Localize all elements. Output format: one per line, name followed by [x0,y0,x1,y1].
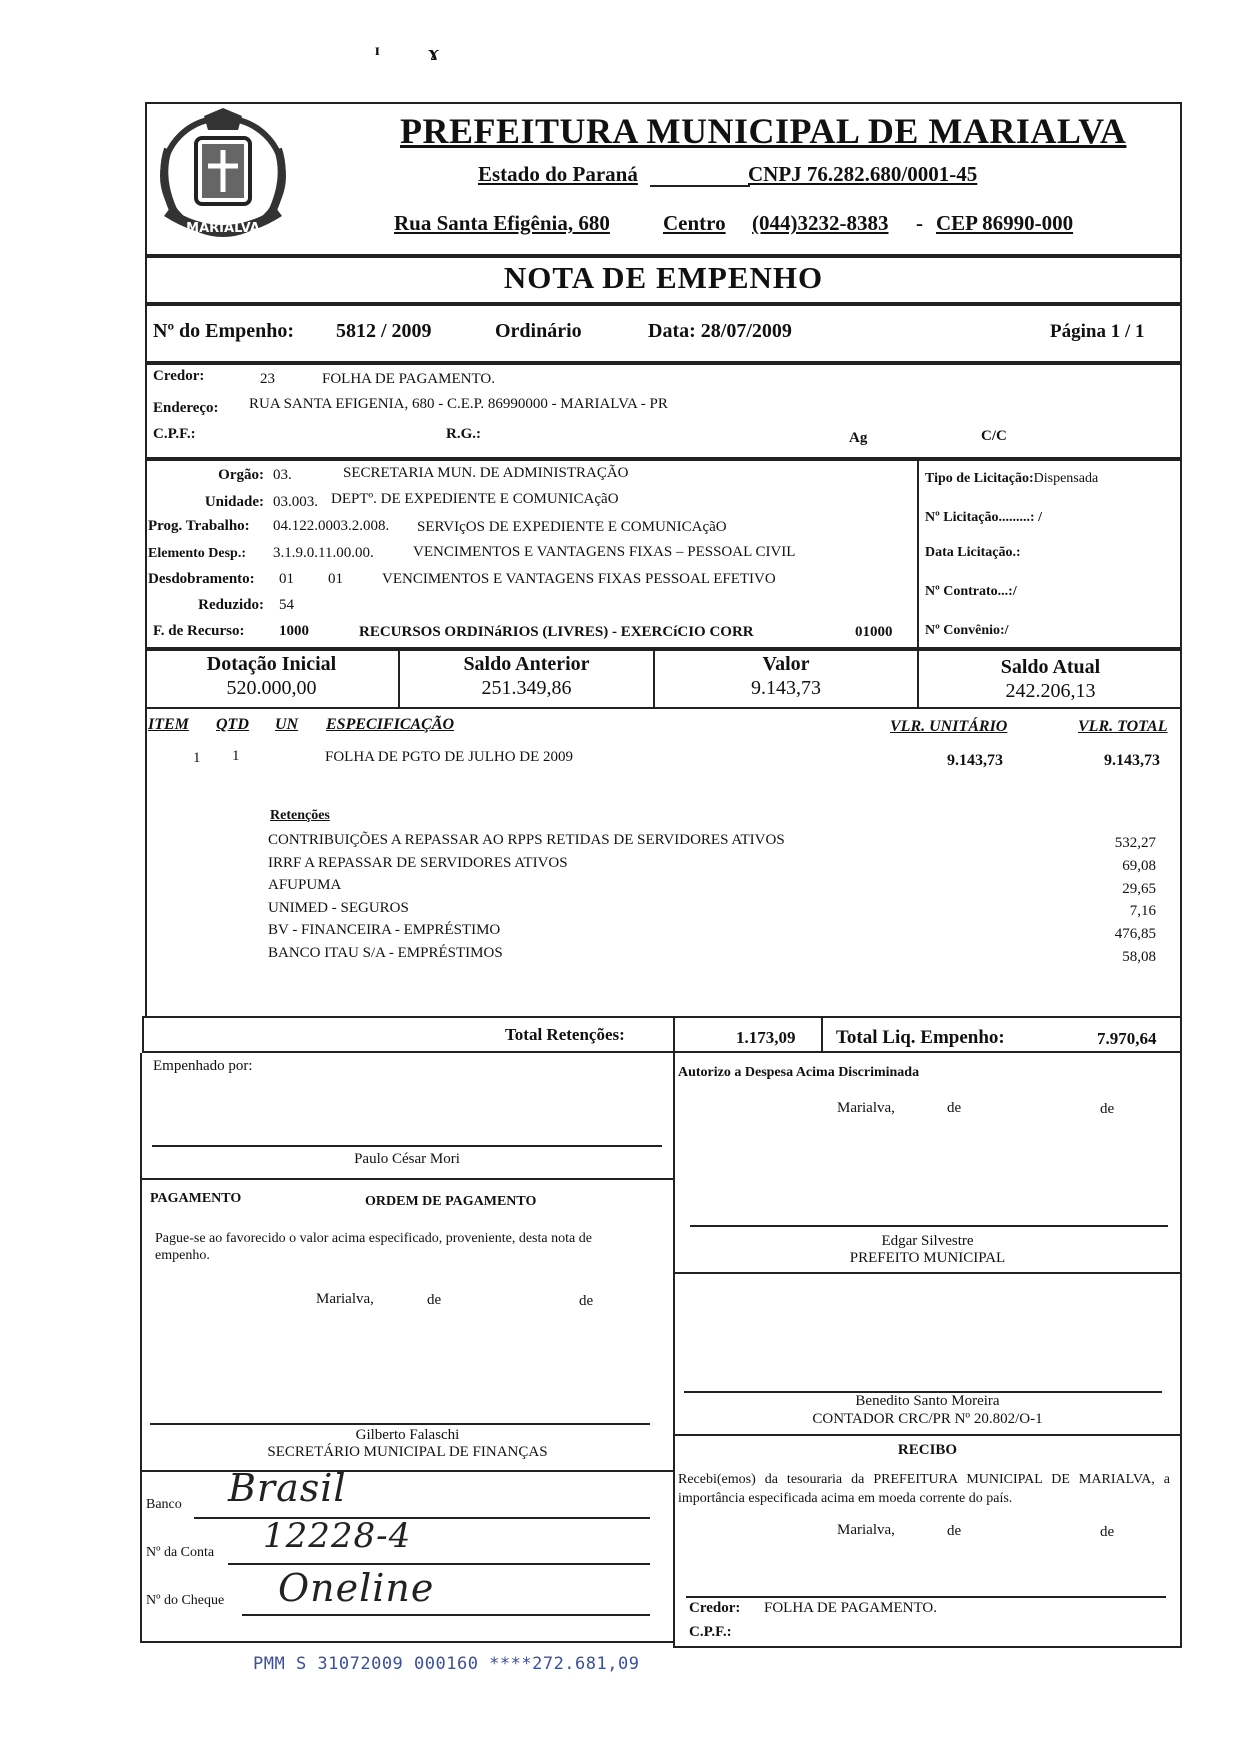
header-rule [650,185,750,187]
empenhado-label: Empenhado por: [153,1058,253,1074]
saldo-anterior-value: 251.349,86 [481,677,572,699]
lower-middle-divider [673,1053,675,1648]
retencao-desc: UNIMED - SEGUROS [268,899,409,916]
recibo-signature-line [686,1596,1166,1598]
elemento-code: 3.1.9.0.11.00.00. [273,545,374,561]
orgao-label: Orgão: [218,467,264,483]
desdobramento-desc: VENCIMENTOS E VANTAGENS FIXAS PESSOAL EFETIVO [382,571,776,587]
prog-trabalho-code: 04.122.0003.2.008. [273,518,390,534]
elemento-desc: VENCIMENTOS E VANTAGENS FIXAS – PESSOAL CIVIL [413,544,796,560]
col-especificacao: ESPECIFICAÇÃO [326,716,455,733]
retencao-desc: IRRF A REPASSAR DE SERVIDORES ATIVOS [268,854,568,871]
pagamento-city: Marialva, [316,1291,374,1307]
retencoes-values [1040,832,1156,969]
unidade-label: Unidade: [204,494,264,510]
autorizo-signature-line [690,1225,1168,1227]
col-qtd: QTD [216,716,249,733]
totals-divider-1 [673,1016,675,1053]
seal-banner-text: MARIALVA [186,221,260,236]
contador-role: CONTADOR CRC/PR Nº 20.802/O-1 [812,1411,1043,1427]
banco-handwritten: Brasil [228,1466,347,1510]
banco-label: Banco [146,1497,182,1512]
pagamento-role: SECRETÁRIO MUNICIPAL DE FINANÇAS [267,1444,548,1460]
pagamento-signer: Gilberto Falaschi [355,1427,460,1443]
cpf-label: C.P.F.: [153,426,196,442]
licitacao-date: Data Licitação.: [925,545,1021,560]
retencao-value: 29,65 [1122,880,1156,897]
retencao-desc: BANCO ITAU S/A - EMPRÉSTIMOS [268,944,503,961]
retencao-desc: BV - FINANCEIRA - EMPRÉSTIMO [268,922,501,938]
autorizo-de-1: de [947,1100,962,1116]
credor-address: RUA SANTA EFIGENIA, 680 - C.E.P. 86990000 - MARIALVA - PR [249,396,668,412]
col-item: ITEM [148,716,189,733]
retencao-value: 58,08 [1122,948,1156,965]
header-dash: - [916,211,923,235]
reduzido-label: Reduzido: [198,597,264,613]
conta-handwritten: 12228-4 [263,1516,412,1556]
empenhado-signer: Paulo César Mori [354,1151,460,1167]
municipal-seal [150,104,296,254]
totals-box [142,1016,1182,1053]
item-qtd: 1 [232,748,240,764]
conta-label: Nº da Conta [146,1545,215,1560]
autorizo-signer: Edgar Silvestre [881,1233,974,1249]
recurso-label: F. de Recurso: [153,623,245,639]
lower-right-border [1180,1053,1182,1648]
page-number: Página 1 / 1 [1050,321,1145,342]
cep: CEP 86990-000 [936,211,1074,235]
recibo-text: Recebi(emos) da tesouraria da PREFEITURA MUNICIPAL DE MARIALVA, a importância especificada acima em moeda corrente do país. [678,1472,1170,1506]
cheque-label: Nº do Cheque [146,1593,225,1608]
empenho-date: Data: 28/07/2009 [648,320,792,342]
empenhado-signature-line [152,1145,662,1147]
rg-label: R.G.: [446,426,481,442]
prog-trabalho-label: Prog. Trabalho: [148,518,250,534]
document-title: NOTA DE EMPENHO [503,260,824,295]
address-label: Endereço: [153,400,219,416]
totals-divider-2 [821,1016,823,1053]
recibo-credor-value: FOLHA DE PAGAMENTO. [764,1600,937,1616]
total-retencoes-label: Total Retenções: [505,1025,625,1044]
empenho-label: Nº do Empenho: [153,320,295,342]
elemento-label: Elemento Desp.: [148,546,246,561]
recibo-city: Marialva, [837,1522,895,1538]
phone: (044)3232-8383 [752,211,889,235]
pagamento-label: PAGAMENTO [150,1191,242,1206]
credor-code: 23 [260,371,275,387]
retencao-desc: CONTRIBUIÇÕES A REPASSAR AO RPPS RETIDAS DE SERVIDORES ATIVOS [268,832,785,848]
retencao-desc: AFUPUMA [268,877,342,893]
item-unit-value: 9.143,73 [947,752,1003,769]
saldo-atual-value: 242.206,13 [1005,680,1096,702]
account-label: C/C [981,428,1007,444]
budget-divider [917,459,919,649]
pagamento-de-2: de [579,1293,594,1309]
credor-label: Credor: [153,368,205,384]
total-liquido-value: 7.970,64 [1097,1029,1157,1048]
desdobramento-a: 01 [279,571,294,587]
recibo-label: RECIBO [897,1442,958,1458]
item-spec: FOLHA DE PGTO DE JULHO DE 2009 [325,749,574,765]
orgao-desc: SECRETARIA MUN. DE ADMINISTRAÇÃO [343,465,629,481]
cheque-handwritten: Oneline [278,1566,435,1610]
cnpj: CNPJ 76.282.680/0001-45 [748,162,978,186]
empenho-number: 5812 / 2009 [336,320,432,342]
items-left-border [145,709,147,1016]
saldo-atual-label: Saldo Atual [1000,656,1101,678]
ordem-pagamento-label: ORDEM DE PAGAMENTO [365,1194,537,1209]
recurso-code2: 01000 [855,624,893,640]
address-district: Centro [663,211,726,235]
address-street: Rua Santa Efigênia, 680 [394,211,610,235]
pagamento-text: Pague-se ao favorecido o valor acima especificado, proveniente, desta nota de empenho. [155,1231,592,1263]
autorizo-bottom-rule [675,1272,1182,1274]
tipo-licitacao-label: Tipo de Licitação: [925,471,1034,486]
scan-mark-b: ɤ [428,40,440,65]
pagamento-signature-line [150,1423,650,1425]
orgao-code: 03. [273,467,292,483]
recibo-cpf-label: C.P.F.: [689,1624,732,1640]
org-title: PREFEITURA MUNICIPAL DE MARIALVA [400,111,1127,151]
empenhado-bottom-rule [142,1178,673,1180]
autorizo-label: Autorizo a Despesa Acima Discriminada [678,1065,920,1080]
empenho-type: Ordinário [495,320,582,342]
scan-mark-a: ɪ [375,42,380,59]
lower-left-border [140,1053,142,1643]
recurso-code: 1000 [279,623,309,639]
retencao-value: 476,85 [1114,926,1156,943]
credor-name: FOLHA DE PAGAMENTO. [322,371,495,387]
pagamento-bottom-rule [142,1470,673,1472]
recibo-bottom-rule [673,1646,1182,1648]
recibo-credor-label: Credor: [689,1600,741,1616]
autorizo-city: Marialva, [837,1100,895,1116]
valor-value: 9.143,73 [751,677,821,699]
recibo-de-1: de [947,1523,962,1539]
cheque-line [242,1614,650,1616]
recibo-de-2: de [1100,1524,1115,1540]
licitacao-number: Nº Licitação.........: / [925,510,1042,525]
contador-signer: Benedito Santo Moreira [855,1393,1000,1409]
conta-line [228,1563,650,1565]
retencoes-list [268,829,785,964]
saldo-anterior-label: Saldo Anterior [463,653,590,675]
dotacao-value: 520.000,00 [226,677,317,699]
state-name: Estado do Paraná [478,162,638,186]
pagamento-de-1: de [427,1292,442,1308]
desdobramento-b: 01 [328,571,343,587]
prog-trabalho-desc: SERVIçOS DE EXPEDIENTE E COMUNICAçãO [417,519,727,535]
col-vlr-total: VLR. TOTAL [1078,718,1168,735]
tipo-licitacao-value: Dispensada [1033,471,1099,486]
col-un: UN [275,716,299,733]
desdobramento-label: Desdobramento: [148,571,255,587]
unidade-code: 03.003. [273,494,318,510]
unidade-desc: DEPTº. DE EXPEDIENTE E COMUNICAçãO [331,491,619,507]
valor-label: Valor [762,653,810,675]
recurso-desc: RECURSOS ORDINáRIOS (LIVRES) - EXERCíCIO CORR [359,624,754,640]
payment-stamp: PMM S 31072009 000160 ****272.681,09 [253,1654,640,1674]
retencao-value: 7,16 [1129,903,1156,920]
tipo-licitacao [925,471,1098,487]
retencoes-title: Retenções [270,808,330,823]
item-number: 1 [193,750,201,766]
bank-bottom-rule [140,1641,675,1643]
reduzido-code: 54 [279,597,294,613]
autorizo-de-2: de [1100,1101,1115,1117]
item-total-value: 9.143,73 [1104,752,1160,769]
dotacao-label: Dotação Inicial [206,653,337,675]
convenio: Nº Convênio:/ [925,623,1009,638]
contrato: Nº Contrato...:/ [925,584,1017,599]
items-right-border [1180,709,1182,1016]
total-retencoes-value: 1.173,09 [736,1028,796,1047]
col-vlr-unitario: VLR. UNITÁRIO [890,718,1008,735]
autorizo-role: PREFEITO MUNICIPAL [849,1250,1006,1266]
retencao-value: 532,27 [1114,835,1156,851]
total-liquido-label: Total Liq. Empenho: [836,1027,1005,1048]
retencao-value: 69,08 [1122,857,1156,874]
agency-label: Ag [849,430,868,446]
contador-bottom-rule [675,1434,1182,1436]
